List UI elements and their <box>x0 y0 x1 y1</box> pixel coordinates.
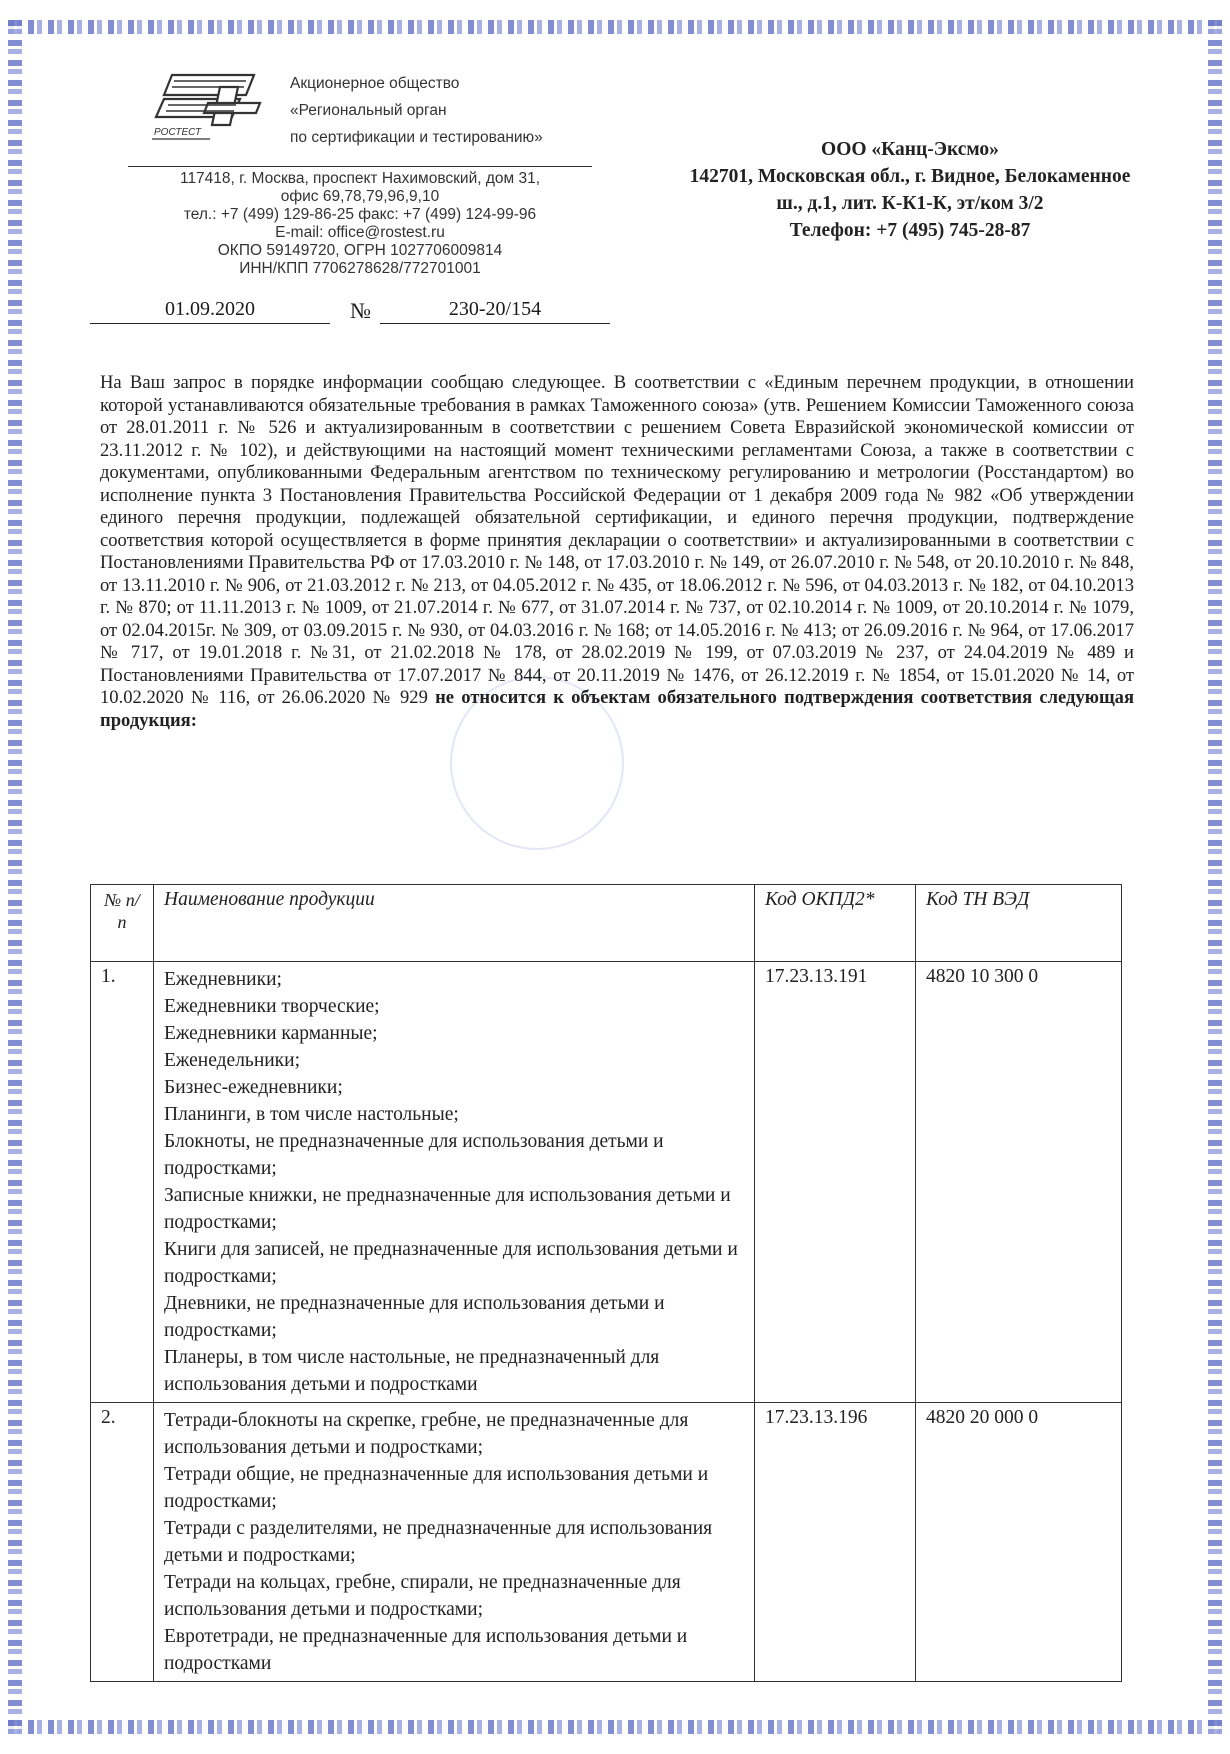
recipient-line: 142701, Московская обл., г. Видное, Белокаменное <box>689 166 1131 187</box>
recipient-line: ООО «Канц-Эксмо» <box>821 139 999 160</box>
product-item: Бизнес-ежедневники; <box>164 1077 343 1098</box>
security-border-right <box>1208 20 1222 1734</box>
products-table <box>90 884 1122 1682</box>
letter-number: 230-20/154 <box>380 298 610 324</box>
address-line: тел.: +7 (499) 129-86-25 факс: +7 (499) 124-99-96 <box>183 206 537 223</box>
sender-organization <box>290 70 590 151</box>
header-okpd: Код ОКПД2* <box>755 885 916 962</box>
org-name-line: «Региональный орган <box>290 102 447 119</box>
product-item: Планеры, в том числе настольные, не предназначенный для использования детьми и подростками <box>164 1347 660 1395</box>
security-border-top <box>8 20 1222 34</box>
product-item: Дневники, не предназначенные для использования детьми и подростками; <box>164 1293 665 1341</box>
letter-number-label: № <box>350 298 371 323</box>
address-line: E-mail: office@rostest.ru <box>275 224 445 241</box>
recipient-line: ш., д.1, лит. К-К1-К, эт/ком 3/2 <box>776 193 1044 214</box>
body-text-emphasis: не относится к объектам обязательного подтверждения соответствия следующая продукция: <box>100 687 1135 731</box>
letter-date: 01.09.2020 <box>90 298 330 324</box>
product-item: Ежедневники карманные; <box>164 1023 378 1044</box>
tnved-code: 4820 10 300 0 <box>916 962 1122 1403</box>
product-item: Ежедневники творческие; <box>164 996 380 1017</box>
body-text: На Ваш запрос в порядке информации сообщаю следующее. В соответствии с «Единым перечнем продукции, в отношении которой устанавливаются обязательные требования в рамках Таможенного союза» (утв. Решением Комиссии Таможенного союза от 28.01.2011 г. № 526 и актуализированным в соответствии с решением Совета Евразийской экономической комиссии от 23.11.2012 г. № 102), и действующими на настоящий момент техническими регламентами Союза, а также в соответствии с документами, опубликованными Федеральным агентством по техническому регулированию и метрологии (Росстандартом) во исполнение пункта 3 Постановления Правительства Российской Федерации от 1 декабря 2009 года № 982 «Об утверждении единого перечня продукции, подлежащей обязательной сертификации, и единого перечня продукции, подтверждение соответствия которой осуществляется в форме принятия декларации о соответствии» и актуализированными в соответствии с Постановлениями Правительства РФ от 17.03.2010 г. № 148, от 17.03.2010 г. № 149, от 26.07.2010 г. № 548, от 20.10.2010 г. № 848, от 13.11.2010 г. № 906, от 21.03.2012 г. № 213, от 04.05.2012 г. № 435, от 18.06.2012 г. № 596, от 04.03.2013 г. № 182, от 04.10.2013 г. № 870; от 11.11.2013 г. № 1009, от 21.07.2014 г. № 677, от 31.07.2014 г. № 737, от 02.10.2014 г. № 1009, от 20.10.2014 г. № 1079, от 02.04.2015г. № 309, от 03.09.2015 г. № 930, от 04.03.2016 г. № 168; от 14.05.2016 г. № 413; от 26.09.2016 г. № 964, от 17.06.2017 № 717, от 19.01.2018 г. №31, от 21.02.2018 № 178, от 28.02.2019 № 199, от 07.03.2019 № 237, от 24.04.2019 № 489 и Постановлениями Правительства от 17.07.2017 № 844, от 20.11.2019 № 1476, от 26.12.2019 г. № 1854, от 15.01.2020 № 14, от 10.02.2020 № 116, от 26.06.2020 № <box>100 372 1134 708</box>
logo-text: РОСТЕСТ <box>154 127 202 138</box>
org-name-line: по сертификации и тестированию» <box>290 129 543 146</box>
header-tnved: Код ТН ВЭД <box>916 885 1122 962</box>
product-item: Евротетради, не предназначенные для использования детьми и подростками <box>164 1626 688 1674</box>
tnved-code: 4820 20 000 0 <box>916 1403 1122 1682</box>
address-line: ОКПО 59149720, ОГРН 1027706009814 <box>217 242 503 259</box>
address-line: 117418, г. Москва, проспект Нахимовский, дом 31, <box>179 170 541 187</box>
header-num: № п/п <box>91 885 154 962</box>
okpd-code: 17.23.13.196 <box>755 1403 916 1682</box>
row-number: 2. <box>91 1403 154 1682</box>
table-row <box>91 1403 1122 1682</box>
security-border-left <box>8 20 22 1734</box>
address-line: ИНН/КПП 7706278628/772701001 <box>239 260 481 277</box>
product-item: Тетради общие, не предназначенные для использования детьми и подростками; <box>164 1464 709 1512</box>
product-item: Тетради на кольцах, гребне, спирали, не предназначенные для использования детьми и подростками; <box>164 1572 681 1620</box>
org-name-line: Акционерное общество <box>290 75 460 92</box>
product-item: Тетради-блокноты на скрепке, гребне, не предназначенные для использования детьми и подростками; <box>164 1410 689 1458</box>
recipient-block <box>630 136 1190 244</box>
product-names-cell <box>154 962 755 1403</box>
body-text-tail: 929 <box>399 687 428 708</box>
product-item: Ежедневники; <box>164 969 282 990</box>
sender-address <box>120 170 600 278</box>
address-line: офис 69,78,79,96,9,10 <box>280 188 440 205</box>
table-header-row <box>91 885 1122 962</box>
product-names-cell <box>154 1403 755 1682</box>
security-border-bottom <box>8 1720 1222 1734</box>
product-item: Планинги, в том числе настольные; <box>164 1104 459 1125</box>
product-item: Тетради с разделителями, не предназначенные для использования детьми и подростками; <box>164 1518 713 1566</box>
sender-divider <box>128 166 592 167</box>
okpd-code: 17.23.13.191 <box>755 962 916 1403</box>
product-item: Книги для записей, не предназначенные для использования детьми и подростками; <box>164 1239 738 1287</box>
letter-body <box>100 372 1134 732</box>
header-name: Наименование продукции <box>154 885 755 962</box>
product-item: Еженедельники; <box>164 1050 301 1071</box>
table-row <box>91 962 1122 1403</box>
row-number: 1. <box>91 962 154 1403</box>
recipient-line: Телефон: +7 (495) 745-28-87 <box>789 220 1031 241</box>
product-item: Записные книжки, не предназначенные для использования детьми и подростками; <box>164 1185 731 1233</box>
rostest-logo <box>150 65 268 143</box>
product-item: Блокноты, не предназначенные для использования детьми и подростками; <box>164 1131 664 1179</box>
